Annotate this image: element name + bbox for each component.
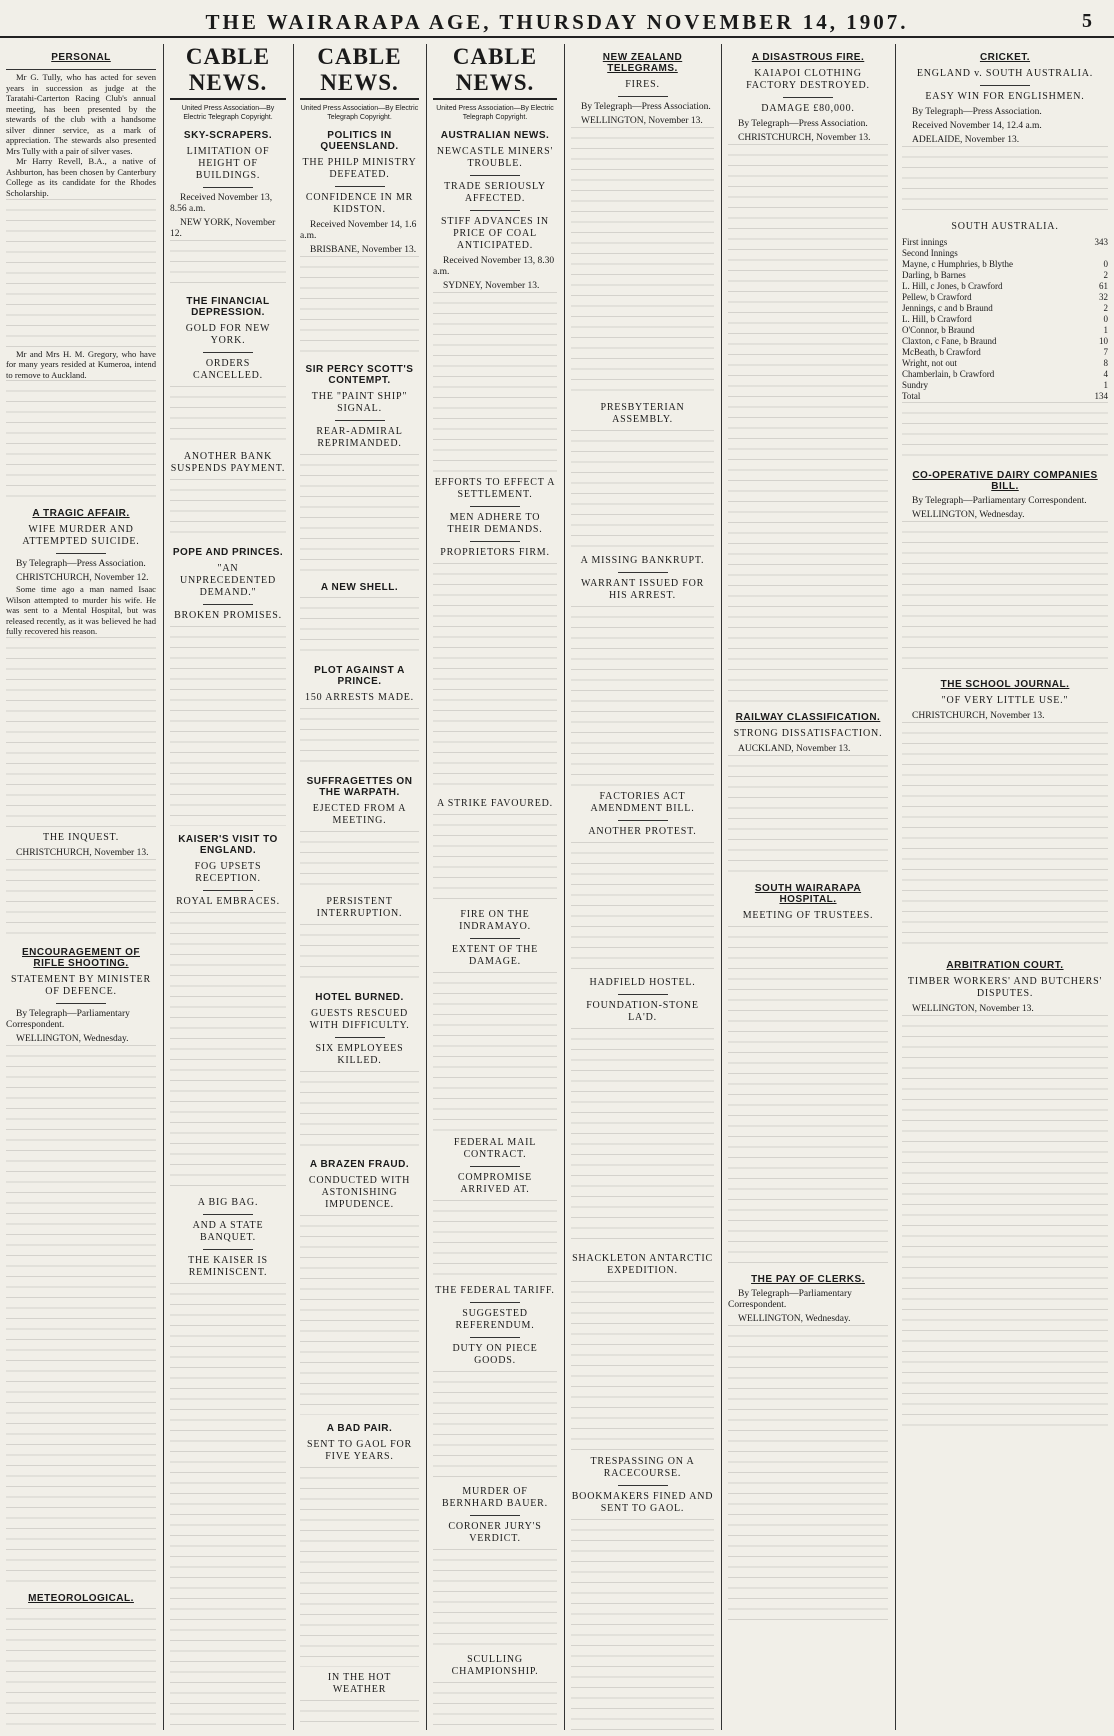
runs-value: 134 bbox=[1094, 391, 1108, 401]
copyright-line: United Press Association—By Electric Telegraph Copyright. bbox=[181, 105, 275, 121]
article-text-block bbox=[433, 1200, 557, 1280]
article-paragraph: Mr G. Tully, who has acted for seven years in succession as judge at the Taratahi-Carterton Racing Club's annual meeting, has been presented by the stewards of the club with a handsome silver dinner service, as a mark of appreciation. The stewards also presented Mrs Tully with a pair of silver vases. bbox=[6, 72, 156, 156]
subheading: PROPRIETORS FIRM. bbox=[440, 547, 550, 558]
subheading: PRESBYTERIAN ASSEMBLY. bbox=[600, 402, 685, 425]
subheading: FACTORIES ACT AMENDMENT BILL. bbox=[590, 791, 695, 814]
section-heading: CO-OPERATIVE DAIRY COMPANIES BILL. bbox=[912, 470, 1098, 492]
runs-value: 7 bbox=[1103, 347, 1108, 357]
section-heading: ARBITRATION COURT. bbox=[946, 960, 1064, 971]
received-line: Received November 14, 1.6 a.m. bbox=[300, 220, 417, 241]
divider bbox=[335, 186, 385, 187]
subheading: EASY WIN FOR ENGLISHMEN. bbox=[925, 91, 1085, 102]
subheading: THE INQUEST. bbox=[42, 831, 120, 843]
article-text-block bbox=[170, 386, 286, 446]
divider bbox=[203, 890, 253, 891]
subheading: 150 ARRESTS MADE. bbox=[305, 692, 414, 703]
subheading: EJECTED FROM A MEETING. bbox=[312, 803, 407, 826]
score-row bbox=[902, 259, 1108, 270]
divider bbox=[470, 1337, 520, 1338]
article-text-block bbox=[6, 1608, 156, 1730]
subheading: COMPROMISE ARRIVED AT. bbox=[457, 1172, 533, 1195]
article-text-block bbox=[728, 755, 888, 875]
subheading: TRADE SERIOUSLY AFFECTED. bbox=[444, 181, 546, 204]
score-row bbox=[902, 281, 1108, 292]
subheading: SHACKLETON ANTARCTIC EXPEDITION. bbox=[572, 1253, 713, 1276]
dateline: CHRISTCHURCH, November 13. bbox=[912, 711, 1045, 721]
article-text-block bbox=[728, 926, 888, 1266]
subheading: FEDERAL MAIL CONTRACT. bbox=[453, 1137, 537, 1160]
subheading: MEN ADHERE TO THEIR DEMANDS. bbox=[447, 512, 543, 535]
article-text-block bbox=[571, 1281, 714, 1451]
section-heading: A TRAGIC AFFAIR. bbox=[32, 508, 130, 520]
article-text-block bbox=[571, 430, 714, 550]
subheading: FIRES. bbox=[625, 79, 660, 90]
dateline: CHRISTCHURCH, November 13. bbox=[738, 133, 871, 143]
section-heading: HOTEL BURNED. bbox=[315, 992, 404, 1003]
article-text-block bbox=[300, 708, 419, 768]
divider bbox=[470, 210, 520, 211]
section-heading: SIR PERCY SCOTT'S CONTEMPT. bbox=[305, 364, 414, 386]
runs-value: 4 bbox=[1103, 369, 1108, 379]
divider bbox=[618, 96, 668, 97]
subheading: ORDERS CANCELLED. bbox=[193, 358, 263, 381]
subheading: ANOTHER PROTEST. bbox=[588, 826, 697, 837]
runs-value: 10 bbox=[1099, 336, 1108, 346]
subheading: SCULLING CHAMPIONSHIP. bbox=[451, 1654, 539, 1677]
divider bbox=[618, 1485, 668, 1486]
section-heading: NEW ZEALAND TELEGRAMS. bbox=[602, 52, 683, 74]
divider bbox=[56, 1003, 106, 1004]
subheading: GUESTS RESCUED WITH DIFFICULTY. bbox=[309, 1008, 410, 1031]
article-text-block bbox=[6, 199, 156, 349]
score-row bbox=[902, 391, 1108, 402]
subheading: A BIG BAG. bbox=[197, 1197, 259, 1208]
divider bbox=[335, 420, 385, 421]
subheading: STATEMENT BY MINISTER OF DEFENCE. bbox=[11, 973, 151, 997]
subheading: SIX EMPLOYEES KILLED. bbox=[315, 1043, 404, 1066]
article-paragraph: Mr Harry Revell, B.A., a native of Ashburton, has been chosen by Canterbury College as its candidate for the Rhodes Scholarship. bbox=[6, 156, 156, 199]
subheading: FIRE ON THE INDRAMAYO. bbox=[459, 909, 531, 932]
score-row bbox=[902, 347, 1108, 358]
section-heading: A NEW SHELL. bbox=[320, 582, 399, 593]
divider bbox=[470, 1515, 520, 1516]
article-text-block bbox=[902, 146, 1108, 216]
subheading: WIFE MURDER AND ATTEMPTED SUICIDE. bbox=[22, 524, 140, 548]
column-heading: CABLE NEWS. bbox=[170, 44, 286, 100]
dateline: CHRISTCHURCH, November 13. bbox=[16, 847, 149, 858]
subheading: DAMAGE £80,000. bbox=[761, 103, 855, 114]
dateline: ADELAIDE, November 13. bbox=[912, 135, 1020, 145]
divider bbox=[6, 69, 156, 70]
article-text-block bbox=[6, 1045, 156, 1585]
runs-value: 2 bbox=[1103, 270, 1108, 280]
dateline: WELLINGTON, Wednesday. bbox=[912, 510, 1025, 520]
article-text-block bbox=[902, 722, 1108, 952]
article-text-block bbox=[433, 1682, 557, 1730]
subheading: MEETING OF TRUSTEES. bbox=[742, 910, 874, 921]
subheading: PERSISTENT INTERRUPTION. bbox=[316, 896, 403, 919]
article-text-block bbox=[433, 814, 557, 904]
subheading: ROYAL EMBRACES. bbox=[176, 896, 280, 907]
article-text-block bbox=[571, 842, 714, 972]
subheading: ANOTHER BANK SUSPENDS PAYMENT. bbox=[170, 451, 286, 474]
article-text-block bbox=[902, 402, 1108, 462]
subheading: KAIAPOI CLOTHING FACTORY DESTROYED. bbox=[746, 68, 870, 91]
runs-value: 0 bbox=[1103, 259, 1108, 269]
section-heading: A BAD PAIR. bbox=[326, 1423, 393, 1434]
dateline: AUCKLAND, November 13. bbox=[738, 744, 851, 754]
dateline: WELLINGTON, November 13. bbox=[581, 116, 703, 126]
dateline: WELLINGTON, Wednesday. bbox=[16, 1033, 129, 1044]
subheading: WARRANT ISSUED FOR HIS ARREST. bbox=[580, 578, 705, 601]
score-row bbox=[902, 237, 1108, 248]
runs-value: 32 bbox=[1099, 292, 1108, 302]
masthead bbox=[0, 0, 1114, 38]
copyright-line: United Press Association—By Electric Telegraph Copyright. bbox=[436, 105, 554, 121]
divider bbox=[203, 1249, 253, 1250]
section-heading: SOUTH WAIRARAPA HOSPITAL. bbox=[754, 883, 862, 905]
dateline: BRISBANE, November 13. bbox=[310, 245, 417, 255]
divider bbox=[618, 994, 668, 995]
batsman-name: McBeath, b Crawford bbox=[902, 347, 981, 357]
article-text-block bbox=[902, 1015, 1108, 1435]
section-heading: THE FINANCIAL DEPRESSION. bbox=[186, 296, 270, 318]
byline: By Telegraph—Press Association. bbox=[16, 559, 146, 570]
subheading: EFFORTS TO EFFECT A SETTLEMENT. bbox=[434, 477, 556, 500]
subheading: HADFIELD HOSTEL. bbox=[589, 977, 696, 988]
byline: By Telegraph—Press Association. bbox=[912, 107, 1042, 117]
subheading: FOG UPSETS RECEPTION. bbox=[194, 861, 262, 884]
runs-value: 8 bbox=[1103, 358, 1108, 368]
score-row bbox=[902, 292, 1108, 303]
batsman-name: Wright, not out bbox=[902, 358, 957, 368]
section-heading: THE PAY OF CLERKS. bbox=[751, 1274, 865, 1285]
runs-value: 343 bbox=[1094, 237, 1108, 247]
column-cable-news-3 bbox=[427, 44, 563, 1730]
score-row bbox=[902, 325, 1108, 336]
article-text-block bbox=[571, 1519, 714, 1730]
subheading: "OF VERY LITTLE USE." bbox=[941, 695, 1069, 706]
subheading: MURDER OF BERNHARD BAUER. bbox=[442, 1486, 548, 1509]
subheading: AND A STATE BANQUET. bbox=[192, 1220, 264, 1243]
dateline: NEW YORK, November 12. bbox=[170, 218, 276, 239]
subheading: TIMBER WORKERS' AND BUTCHERS' DISPUTES. bbox=[907, 976, 1103, 999]
subheading: LIMITATION OF HEIGHT OF BUILDINGS. bbox=[186, 146, 270, 181]
subheading: THE KAISER IS REMINISCENT. bbox=[188, 1255, 268, 1278]
dateline: CHRISTCHURCH, November 12. bbox=[16, 573, 149, 584]
subheading: REAR-ADMIRAL REPRIMANDED. bbox=[316, 426, 403, 449]
subheading: IN THE HOT WEATHER bbox=[327, 1672, 392, 1695]
runs-value: 0 bbox=[1103, 314, 1108, 324]
article-paragraph: Some time ago a man named Isaac Wilson attempted to murder his wife. He was sent to a Mental Hospital, but was released recently, as it was believed he had fully recovered his reason. bbox=[6, 584, 156, 637]
article-text-block bbox=[300, 597, 419, 657]
subheading: NEWCASTLE MINERS' TROUBLE. bbox=[436, 146, 554, 169]
article-text-block bbox=[170, 479, 286, 539]
subheading: DUTY ON PIECE GOODS. bbox=[452, 1343, 538, 1366]
divider bbox=[470, 506, 520, 507]
subheading: SENT TO GAOL FOR FIVE YEARS. bbox=[307, 1439, 412, 1462]
byline: By Telegraph—Parliamentary Correspondent. bbox=[728, 1289, 852, 1310]
dateline: WELLINGTON, November 13. bbox=[912, 1004, 1034, 1014]
scorecard bbox=[902, 237, 1108, 402]
subheading: CONDUCTED WITH ASTONISHING IMPUDENCE. bbox=[308, 1175, 411, 1210]
batsman-name: L. Hill, b Crawford bbox=[902, 314, 972, 324]
runs-value: 61 bbox=[1099, 281, 1108, 291]
batsman-name: Claxton, c Fane, b Braund bbox=[902, 336, 997, 346]
article-text-block bbox=[300, 1071, 419, 1151]
column-cable-news-2 bbox=[294, 44, 425, 1730]
article-text-block bbox=[6, 637, 156, 827]
section-heading: CRICKET. bbox=[979, 52, 1031, 63]
section-heading: ENCOURAGEMENT OF RIFLE SHOOTING. bbox=[22, 946, 140, 969]
subheading: A STRIKE FAVOURED. bbox=[437, 798, 553, 809]
column-disastrous-fire bbox=[722, 44, 894, 1730]
divider bbox=[980, 85, 1030, 86]
column-heading: CABLE NEWS. bbox=[433, 44, 557, 100]
subheading: CORONER JURY'S VERDICT. bbox=[448, 1521, 542, 1544]
article-text-block bbox=[433, 1549, 557, 1649]
divider bbox=[335, 1037, 385, 1038]
score-row bbox=[902, 270, 1108, 281]
runs-value: 1 bbox=[1103, 325, 1108, 335]
divider bbox=[203, 352, 253, 353]
column-personal bbox=[0, 44, 162, 1730]
score-row bbox=[902, 314, 1108, 325]
section-heading: THE SCHOOL JOURNAL. bbox=[940, 679, 1070, 690]
batsman-name: Sundry bbox=[902, 380, 929, 390]
section-heading: SUFFRAGETTES ON THE WARPATH. bbox=[306, 776, 413, 798]
score-row bbox=[902, 358, 1108, 369]
batsman-name: Darling, b Barnes bbox=[902, 270, 966, 280]
batsman-name: Pellew, b Crawford bbox=[902, 292, 972, 302]
column-cricket bbox=[896, 44, 1114, 1730]
divider bbox=[470, 938, 520, 939]
article-text-block bbox=[433, 563, 557, 793]
article-text-block bbox=[571, 1028, 714, 1248]
divider bbox=[470, 541, 520, 542]
subheading: A MISSING BANKRUPT. bbox=[580, 555, 705, 566]
subheading: BOOKMAKERS FINED AND SENT TO GAOL. bbox=[571, 1491, 714, 1514]
article-text-block bbox=[300, 454, 419, 574]
batsman-name: L. Hill, c Jones, b Crawford bbox=[902, 281, 1003, 291]
subheading: EXTENT OF THE DAMAGE. bbox=[451, 944, 539, 967]
subheading: GOLD FOR NEW YORK. bbox=[185, 323, 271, 346]
article-text-block bbox=[300, 1215, 419, 1415]
section-heading: PLOT AGAINST A PRINCE. bbox=[314, 665, 405, 687]
article-text-block bbox=[170, 912, 286, 1192]
section-heading: PERSONAL bbox=[51, 52, 111, 63]
runs-value: 2 bbox=[1103, 303, 1108, 313]
subheading: FOUNDATION-STONE LA'D. bbox=[586, 1000, 699, 1023]
article-text-block bbox=[300, 1700, 419, 1730]
batsman-name: Chamberlain, b Crawford bbox=[902, 369, 995, 379]
subheading: THE FEDERAL TARIFF. bbox=[435, 1285, 555, 1296]
subheading: THE PHILP MINISTRY DEFEATED. bbox=[302, 157, 417, 180]
batsman-name: Second Innings bbox=[902, 248, 958, 258]
section-heading: A DISASTROUS FIRE. bbox=[751, 52, 865, 63]
section-heading: RAILWAY CLASSIFICATION. bbox=[735, 712, 881, 723]
divider bbox=[203, 187, 253, 188]
article-text-block bbox=[571, 127, 714, 397]
copyright-line: United Press Association—By Electric Telegraph Copyright. bbox=[300, 105, 419, 121]
divider bbox=[470, 1166, 520, 1167]
article-paragraph: Mr and Mrs H. M. Gregory, who have for many years resided at Kumeroa, intend to remove to Auckland. bbox=[6, 348, 156, 380]
divider bbox=[783, 97, 833, 98]
section-heading: KAISER'S VISIT TO ENGLAND. bbox=[178, 834, 278, 856]
column-cable-news-1 bbox=[164, 44, 292, 1730]
dateline: SYDNEY, November 13. bbox=[443, 281, 540, 291]
received-line: Received November 14, 12.4 a.m. bbox=[912, 121, 1042, 131]
scoreboard-heading: SOUTH AUSTRALIA. bbox=[951, 221, 1059, 232]
article-text-block bbox=[300, 1467, 419, 1667]
subheading: BROKEN PROMISES. bbox=[174, 610, 282, 621]
article-text-block bbox=[300, 831, 419, 891]
article-text-block bbox=[170, 1283, 286, 1730]
batsman-name: Total bbox=[902, 391, 921, 401]
batsman-name: Mayne, c Humphries, b Blythe bbox=[902, 259, 1013, 269]
article-text-block bbox=[571, 606, 714, 786]
score-row bbox=[902, 303, 1108, 314]
byline: By Telegraph—Press Association. bbox=[738, 119, 868, 129]
column-nz-telegrams bbox=[565, 44, 720, 1730]
article-text-block bbox=[433, 1371, 557, 1481]
section-heading: POPE AND PRINCES. bbox=[172, 547, 284, 558]
subheading: "AN UNPRECEDENTED DEMAND." bbox=[180, 563, 276, 598]
article-text-block bbox=[170, 626, 286, 826]
article-text-block bbox=[300, 924, 419, 984]
subheading: CONFIDENCE IN MR KIDSTON. bbox=[305, 192, 414, 215]
batsman-name: First innings bbox=[902, 237, 948, 247]
article-text-block bbox=[170, 240, 286, 288]
article-text-block bbox=[433, 972, 557, 1132]
score-row bbox=[902, 248, 1108, 259]
divider bbox=[618, 572, 668, 573]
divider bbox=[470, 175, 520, 176]
article-text-block bbox=[902, 521, 1108, 671]
received-line: Received November 13, 8.56 a.m. bbox=[170, 193, 273, 214]
article-text-block bbox=[6, 380, 156, 500]
batsman-name: Jennings, c and b Braund bbox=[902, 303, 993, 313]
article-text-block bbox=[728, 144, 888, 704]
article-text-block bbox=[728, 1325, 888, 1625]
divider bbox=[618, 820, 668, 821]
subheading: THE "PAINT SHIP" SIGNAL. bbox=[311, 391, 408, 414]
score-row bbox=[902, 380, 1108, 391]
received-line: Received November 13, 8.30 a.m. bbox=[433, 256, 555, 277]
subheading: ENGLAND v. SOUTH AUSTRALIA. bbox=[916, 68, 1094, 79]
divider bbox=[56, 553, 106, 554]
divider bbox=[470, 1302, 520, 1303]
page-number: 5 bbox=[1082, 10, 1092, 32]
byline: By Telegraph—Parliamentary Correspondent. bbox=[6, 1008, 130, 1030]
byline: By Telegraph—Parliamentary Correspondent. bbox=[912, 496, 1087, 506]
section-heading: AUSTRALIAN NEWS. bbox=[440, 130, 550, 141]
article-text-block bbox=[6, 859, 156, 939]
section-heading: METEOROLOGICAL. bbox=[28, 1592, 134, 1604]
newspaper-title: THE WAIRARAPA AGE, THURSDAY NOVEMBER 14, 1907. bbox=[205, 10, 909, 34]
article-text-block bbox=[300, 256, 419, 356]
byline: By Telegraph—Press Association. bbox=[581, 102, 711, 112]
runs-value: 1 bbox=[1103, 380, 1108, 390]
score-row bbox=[902, 369, 1108, 380]
subheading: TRESPASSING ON A RACECOURSE. bbox=[590, 1456, 695, 1479]
section-heading: A BRAZEN FRAUD. bbox=[309, 1159, 410, 1170]
divider bbox=[203, 604, 253, 605]
section-heading: POLITICS IN QUEENSLAND. bbox=[320, 130, 399, 152]
subheading: STRONG DISSATISFACTION. bbox=[733, 728, 883, 739]
subheading: SUGGESTED REFERENDUM. bbox=[455, 1308, 535, 1331]
column-heading: CABLE NEWS. bbox=[300, 44, 419, 100]
divider bbox=[203, 1214, 253, 1215]
subheading: STIFF ADVANCES IN PRICE OF COAL ANTICIPATED. bbox=[441, 216, 549, 251]
score-row bbox=[902, 336, 1108, 347]
article-text-block bbox=[433, 292, 557, 472]
dateline: WELLINGTON, Wednesday. bbox=[738, 1314, 851, 1324]
section-heading: SKY-SCRAPERS. bbox=[183, 130, 273, 141]
batsman-name: O'Connor, b Braund bbox=[902, 325, 975, 335]
